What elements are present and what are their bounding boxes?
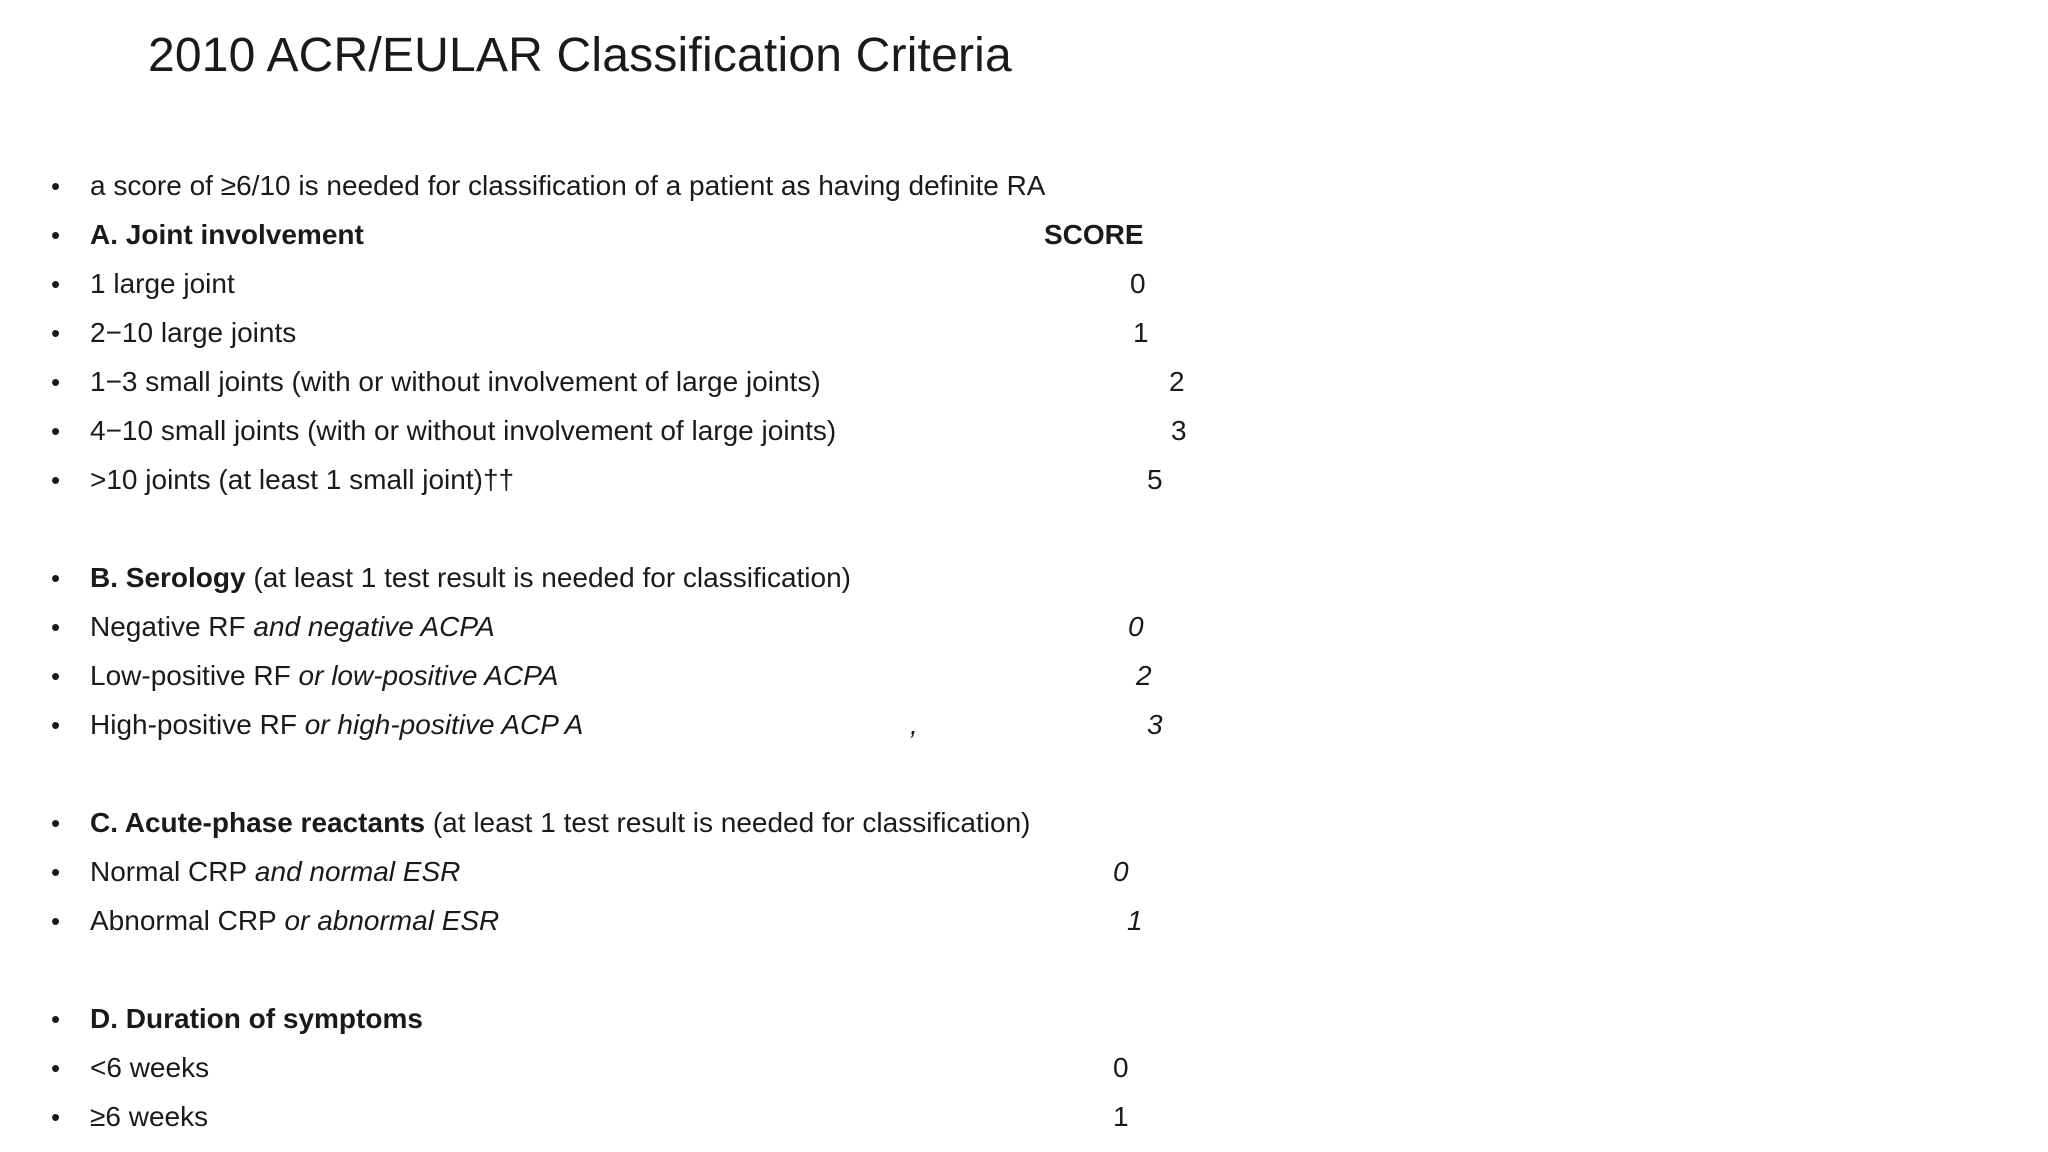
item-label-italic: or low-positive ACPA: [290, 660, 559, 691]
section-b-heading: B. Serology: [90, 562, 246, 593]
list-item: [0, 264, 1300, 304]
bullet-icon: •: [51, 1053, 61, 1083]
item-label: Negative RF: [90, 611, 246, 642]
item-score: 0: [1113, 1052, 1129, 1083]
item-score: 5: [1147, 464, 1163, 495]
item-score: 2: [1169, 366, 1185, 397]
bullet-icon: •: [51, 710, 61, 740]
item-label: <6 weeks: [90, 1052, 210, 1083]
item-score: 1: [1127, 905, 1143, 936]
item-label: 4−10 small joints (with or without involvement of large joints): [90, 415, 837, 446]
list-item: [0, 460, 1300, 500]
item-score: 0: [1130, 268, 1146, 299]
item-label-italic: and negative ACPA: [245, 611, 495, 642]
section-d-heading: D. Duration of symptoms: [90, 1003, 423, 1034]
item-label: ≥6 weeks: [90, 1101, 209, 1132]
bullet-icon: •: [51, 269, 61, 299]
bullet-icon: •: [51, 220, 61, 250]
section-d-heading-row: [0, 999, 1300, 1039]
list-item: [0, 901, 1300, 941]
item-label: Normal CRP: [90, 856, 248, 887]
item-score: 1: [1133, 317, 1149, 348]
score-column-header: SCORE: [1044, 219, 1144, 250]
section-b-note: (at least 1 test result is needed for classification): [245, 562, 851, 593]
section-a-heading-row: [0, 215, 1300, 255]
item-score: 0: [1128, 611, 1144, 642]
list-item: [0, 313, 1300, 353]
bullet-intro: [0, 166, 1300, 206]
list-item: [0, 1048, 1300, 1088]
list-item: [0, 411, 1300, 451]
list-item: [0, 852, 1300, 892]
item-score: 0: [1113, 856, 1129, 887]
item-label: 1−3 small joints (with or without involvement of large joints): [90, 366, 821, 397]
intro-text: a score of ≥6/10 is needed for classification of a patient as having definite RA: [90, 170, 1046, 201]
bullet-icon: •: [51, 171, 61, 201]
section-b-heading-row: [0, 558, 1300, 598]
bullet-icon: •: [51, 1102, 61, 1132]
section-a-heading: A. Joint involvement: [90, 219, 364, 250]
item-label: Low-positive RF: [90, 660, 291, 691]
item-label: High-positive RF: [90, 709, 297, 740]
section-c-note: (at least 1 test result is needed for classification): [425, 807, 1031, 838]
item-label-italic: and normal ESR: [247, 856, 461, 887]
item-label: 1 large joint: [90, 268, 235, 299]
item-score: 2: [1136, 660, 1152, 691]
bullet-icon: •: [51, 416, 61, 446]
list-item: [0, 607, 1300, 647]
item-score: 1: [1113, 1101, 1129, 1132]
list-item: [0, 1097, 1300, 1137]
bullet-icon: •: [51, 808, 61, 838]
section-c-heading: C. Acute-phase reactants: [90, 807, 426, 838]
stray-comma: ,: [910, 709, 918, 740]
item-label-italic: or abnormal ESR: [276, 905, 500, 936]
bullet-icon: •: [51, 367, 61, 397]
bullet-icon: •: [51, 1004, 61, 1034]
item-label: Abnormal CRP: [90, 905, 277, 936]
bullet-icon: •: [51, 906, 61, 936]
bullet-icon: •: [51, 563, 61, 593]
item-label: 2−10 large joints: [90, 317, 297, 348]
bullet-icon: •: [51, 857, 61, 887]
section-c-heading-row: [0, 803, 1300, 843]
item-label: >10 joints (at least 1 small joint)††: [90, 464, 515, 495]
list-item: [0, 362, 1300, 402]
bullet-icon: •: [51, 612, 61, 642]
item-score: 3: [1171, 415, 1187, 446]
slide-title: 2010 ACR/EULAR Classification Criteria: [148, 29, 1012, 82]
item-label-italic: or high-positive ACP A: [296, 709, 584, 740]
item-score: 3: [1147, 709, 1163, 740]
list-item: [0, 656, 1300, 696]
list-item: [0, 705, 1300, 745]
bullet-icon: •: [51, 661, 61, 691]
bullet-icon: •: [51, 318, 61, 348]
bullet-icon: •: [51, 465, 61, 495]
